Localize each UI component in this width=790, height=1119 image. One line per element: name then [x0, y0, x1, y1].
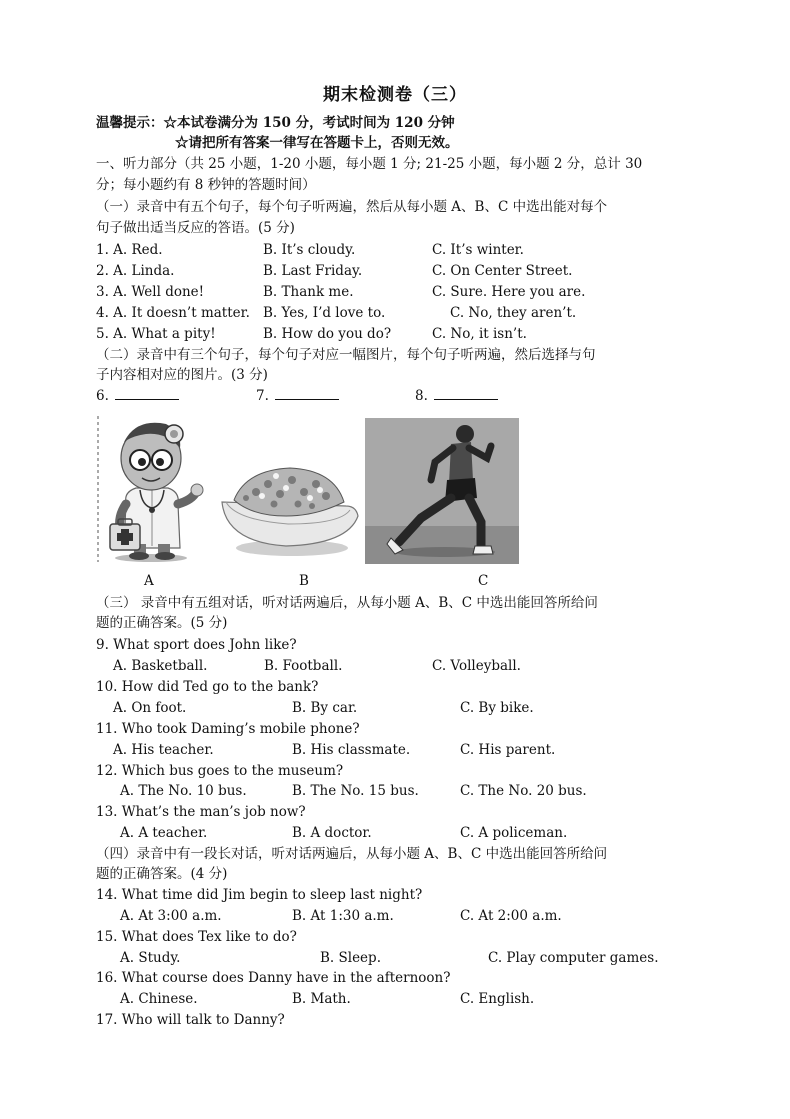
q1-option-b: B. It’s cloudy.	[263, 242, 356, 258]
q7-number: 7.	[256, 388, 269, 404]
q11-question: 11. Who took Daming’s mobile phone?	[96, 721, 360, 737]
q8-blank-line	[434, 387, 498, 400]
q14-question: 14. What time did Jim begin to sleep last night?	[96, 887, 423, 903]
q13-option-b: B. A doctor.	[292, 825, 372, 841]
q6-answer-blank	[96, 387, 179, 405]
q16-option-a: A. Chinese.	[120, 991, 198, 1007]
q16-question: 16. What course does Danny have in the afternoon?	[96, 970, 451, 986]
q2-option-b: B. Last Friday.	[263, 263, 363, 279]
q5-option-a: 5. A. What a pity!	[96, 326, 216, 342]
q12-option-b: B. The No. 15 bus.	[292, 783, 419, 799]
q10-option-a: A. On foot.	[113, 700, 187, 716]
food-bowl-icon	[216, 462, 362, 560]
q11-option-b: B. His classmate.	[292, 742, 411, 758]
q14-option-c: C. At 2:00 a.m.	[460, 908, 562, 924]
picture-label-b: B	[299, 573, 309, 589]
q13-option-a: A. A teacher.	[120, 825, 208, 841]
tips-label: 温馨提示：	[96, 115, 164, 131]
q10-option-c: C. By bike.	[460, 700, 534, 716]
q13-option-c: C. A policeman.	[460, 825, 568, 841]
q12-option-c: C. The No. 20 bus.	[460, 783, 587, 799]
q15-option-b: B. Sleep.	[320, 950, 381, 966]
q8-answer-blank	[415, 387, 498, 405]
picture-label-c: C	[478, 573, 489, 589]
part3-instruction-1: （三） 录音中有五组对话，听对话两遍后，从每小题 A、B、C 中选出能回答所给问	[96, 595, 598, 611]
part2-instruction-2: 子内容相对应的图片。(3 分)	[96, 367, 268, 383]
q15-question: 15. What does Tex like to do?	[96, 929, 297, 945]
q2-option-a: 2. A. Linda.	[96, 263, 175, 279]
q3-option-a: 3. A. Well done!	[96, 284, 205, 300]
runner-photo-icon	[365, 418, 519, 564]
q8-number: 8.	[415, 388, 428, 404]
q12-option-a: A. The No. 10 bus.	[120, 783, 247, 799]
q5-option-b: B. How do you do?	[263, 326, 392, 342]
q6-blank-line	[115, 387, 179, 400]
q1-option-c: C. It’s winter.	[432, 242, 524, 258]
part1-instruction-2: 句子做出适当反应的答语。(5 分)	[96, 220, 295, 236]
part1-instruction-1: （一）录音中有五个句子，每个句子听两遍，然后从每小题 A、B、C 中选出能对每个	[96, 199, 608, 215]
q4-option-a: 4. A. It doesn’t matter.	[96, 305, 250, 321]
q2-option-c: C. On Center Street.	[432, 263, 573, 279]
q3-option-c: C. Sure. Here you are.	[432, 284, 586, 300]
q11-option-c: C. His parent.	[460, 742, 556, 758]
q12-question: 12. Which bus goes to the museum?	[96, 763, 344, 779]
q15-option-c: C. Play computer games.	[488, 950, 659, 966]
section1-heading-2: 分；每小题约有 8 秒钟的答题时间）	[96, 177, 316, 193]
q14-option-a: A. At 3:00 a.m.	[120, 908, 222, 924]
q15-option-a: A. Study.	[120, 950, 181, 966]
q11-option-a: A. His teacher.	[113, 742, 214, 758]
q14-option-b: B. At 1:30 a.m.	[292, 908, 394, 924]
q6-number: 6.	[96, 388, 109, 404]
q13-question: 13. What’s the man’s job now?	[96, 804, 306, 820]
tips-text-2: ☆请把所有答案一律写在答题卡上，否则无效。	[175, 135, 459, 151]
tips-text-1: ☆本试卷满分为 150 分，考试时间为 120 分钟	[163, 115, 455, 131]
doctor-cartoon-icon	[96, 412, 206, 564]
page-title: 期末检测卷（三）	[323, 85, 467, 105]
q4-option-c: C. No, they aren’t.	[450, 305, 577, 321]
part3-instruction-2: 题的正确答案。(5 分)	[96, 615, 228, 631]
q16-option-c: C. English.	[460, 991, 535, 1007]
q7-blank-line	[275, 387, 339, 400]
q10-question: 10. How did Ted go to the bank?	[96, 679, 319, 695]
q16-option-b: B. Math.	[292, 991, 351, 1007]
q1-option-a: 1. A. Red.	[96, 242, 163, 258]
q5-option-c: C. No, it isn’t.	[432, 326, 527, 342]
q10-option-b: B. By car.	[292, 700, 358, 716]
picture-label-a: A	[144, 573, 154, 589]
q3-option-b: B. Thank me.	[263, 284, 354, 300]
section1-heading-1: 一、听力部分（共 25 小题，1-20 小题，每小题 1 分; 21-25 小题，每小题 2 分，总计 30	[96, 156, 643, 172]
q9-option-c: C. Volleyball.	[432, 658, 521, 674]
q9-question: 9. What sport does John like?	[96, 637, 297, 653]
q9-option-b: B. Football.	[264, 658, 343, 674]
q17-question: 17. Who will talk to Danny?	[96, 1012, 285, 1028]
part4-instruction-1: （四）录音中有一段长对话，听对话两遍后，从每小题 A、B、C 中选出能回答所给问	[96, 846, 608, 862]
part2-instruction-1: （二）录音中有三个句子，每个句子对应一幅图片，每个句子听两遍，然后选择与句	[96, 347, 596, 363]
part4-instruction-2: 题的正确答案。(4 分)	[96, 866, 228, 882]
tips-line-1	[96, 114, 455, 132]
q4-option-b: B. Yes, I’d love to.	[263, 305, 386, 321]
q7-answer-blank	[256, 387, 339, 405]
q9-option-a: A. Basketball.	[113, 658, 208, 674]
